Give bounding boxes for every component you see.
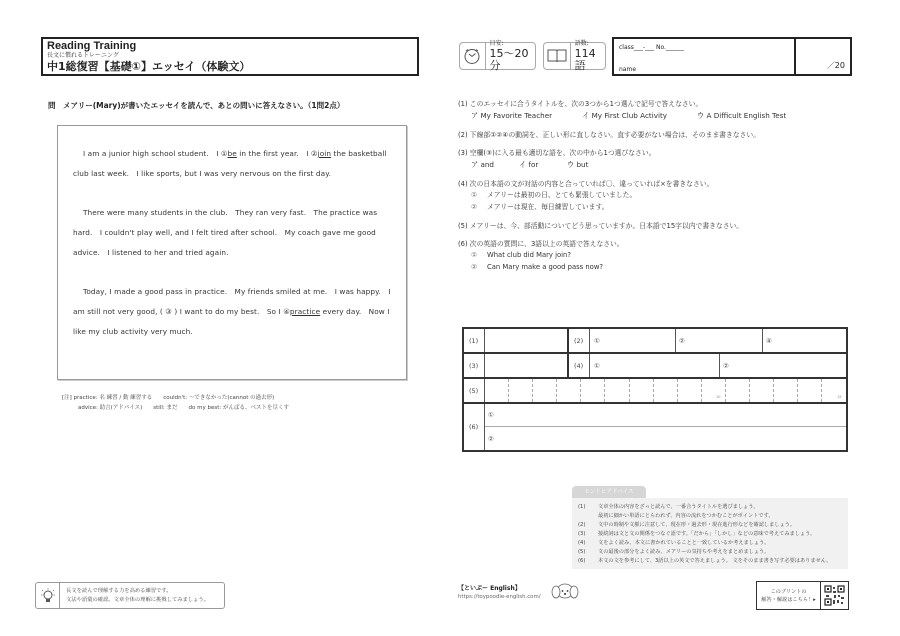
question-instruction: 問 メアリー(Mary)が書いたエッセイを読んで、あとの問いに答えなさい。（1問2点） — [48, 101, 345, 110]
question-text: (4) 次の日本語の文が対話の内容と合っていれば〇、違っていれば×を書きなさい。 — [458, 180, 714, 188]
question-text: (5) メアリーは、今、部活動についてどう思っていますか。日本語で15字以内で書きなさい。 — [458, 222, 744, 230]
time-label: 目安: — [489, 40, 504, 47]
hint-item: 最初に細かい単語にとらわれず、内容の流れをつかむことがポイントです。 — [598, 513, 774, 519]
brand-url[interactable]: https://toypoodle-english.com/ — [458, 594, 541, 600]
answer-row-2 — [464, 354, 846, 379]
mark-4: ④ — [766, 336, 772, 345]
words-value: 114語 — [574, 47, 596, 72]
answer-row-3 — [464, 379, 846, 404]
book-icon — [544, 43, 571, 69]
mark-1: ① — [594, 336, 600, 345]
marker-2: ② — [310, 149, 318, 158]
mark-2: ② — [723, 361, 729, 370]
word-count-chip — [543, 42, 606, 70]
text: Today, I made a good pass in practice. My friends smiled at me. I was happy. I am still not very good, ( ③ ) I want to do my best. So I — [73, 287, 391, 316]
label-q5: (5) — [469, 386, 479, 395]
label-q6: (6) — [469, 423, 479, 431]
score-total: ／20 — [826, 61, 845, 70]
answer-row-1 — [464, 329, 846, 354]
student-info-box — [612, 37, 852, 76]
mark-1: ① — [488, 411, 494, 419]
hints-box — [572, 498, 848, 569]
hints-tab: ヒントとアドバイス — [572, 486, 646, 498]
question-6 — [458, 239, 853, 273]
label-q3: (3) — [469, 361, 479, 370]
option-a: ア My Favorite Teacher — [471, 111, 553, 120]
marker-4: ④ — [283, 307, 290, 316]
name-label: name — [619, 66, 637, 73]
question-text: (1) このエッセイに合うタイトルを、次の3つから1つ選んで記号で答えなさい。 — [458, 100, 703, 108]
mark-1: ① — [594, 361, 600, 370]
class-number-label: class___-___ No.______ — [619, 44, 684, 51]
hint-item: (5) 文の最後の部分をよく読み、メアリーの気持ちや考えをまとめましょう。 — [578, 549, 770, 555]
option-a: ア and — [471, 160, 494, 169]
question-2 — [458, 130, 853, 140]
label-q1: (1) — [469, 336, 479, 345]
time-estimate-chip — [459, 42, 536, 70]
answer-field-q5-grid[interactable] — [485, 379, 846, 402]
note-line-2: advice: 助言(アドバイス) still: まだ do my best: がんばる、ベストを尽くす — [78, 405, 289, 411]
vocabulary-notes — [62, 393, 289, 413]
questions-list — [458, 99, 853, 281]
hint-item: (3) 接続詞は文と文の関係をつなぐ語です。「だから」「しかし」などの意味で考えてみましょう。 — [578, 531, 816, 537]
text: in the first year. I — [236, 149, 311, 158]
mark-2: ② — [488, 434, 494, 443]
underlined-verb-4: practice — [289, 307, 321, 316]
option-u: ウ but — [567, 160, 589, 169]
sub-number: ② — [471, 203, 478, 211]
answer-field-q2-2[interactable] — [676, 329, 762, 352]
paragraph-3 — [73, 282, 392, 342]
text: every day. Now I like my club activity very much. — [73, 307, 390, 336]
paragraph-1 — [73, 144, 392, 184]
clock-icon — [460, 43, 486, 69]
answer-field-q3[interactable] — [485, 354, 567, 377]
hint-item: (2) 文中の時制や文脈に注意して、現在形・過去形・現在進行形などを確認しましょう。 — [578, 522, 796, 528]
question-1 — [458, 99, 853, 122]
label-q2: (2) — [574, 336, 584, 345]
answer-field-q2-1[interactable] — [591, 329, 675, 352]
option-u: ウ A Difficult English Test — [697, 111, 787, 120]
option-i: イ My First Club Activity — [582, 111, 668, 120]
tip-line-1: 長文を読んで理解する力を高める練習です。 — [66, 588, 172, 594]
hint-item: (4) 文をよく読み、本文に書かれていることと一致しているか考えましょう。 — [578, 540, 770, 546]
tick-10: 10 — [716, 395, 721, 399]
answer-field-q4-2[interactable] — [720, 354, 846, 377]
essay-passage — [57, 125, 407, 380]
brand-block — [458, 585, 541, 601]
brand-name: 【といぷー English】 — [458, 585, 521, 592]
answer-field-q6-1[interactable] — [485, 404, 846, 427]
text: I am a junior high school student. I — [83, 149, 221, 158]
sub-text: メアリーは現在、毎日練習しています。 — [487, 203, 609, 211]
label-q4: (4) — [574, 361, 584, 370]
tip-box — [35, 582, 225, 609]
main-title: 中1総復習【基礎①】エッセイ（体験文） — [47, 60, 251, 73]
worksheet-title-box — [41, 37, 419, 76]
note-line-1: [注] practice: 名 練習 / 動 練習する couldn't: ～できなかった(cannot の過去形) — [62, 395, 275, 401]
answer-sheet — [462, 327, 848, 452]
answer-link-box[interactable] — [756, 581, 849, 610]
hint-item: (6) 本文の文を参考にして、3語以上の英文で答えましょう。 文をそのまま書き写す必要はありません。 — [578, 558, 832, 564]
answer-link-line-2[interactable]: 解答・解説はこちら！▸ — [761, 597, 816, 603]
sub-number: ② — [471, 263, 478, 271]
sub-number: ① — [471, 251, 478, 259]
sub-text: Can Mary make a good pass now? — [487, 263, 603, 271]
marker-1: ① — [220, 149, 228, 158]
paragraph-2: There were many students in the club. They ran very fast. The practice was hard. I couldn't play well, and I felt tired after school. My coach gave me good advice. I listened to her and tried again. — [73, 208, 378, 257]
mark-2: ② — [679, 336, 685, 345]
question-text: (3) 空欄(③)に入る最も適切な語を、次の中から1つ選びなさい。 — [458, 149, 656, 157]
subtitle-japanese: 長文に慣れるトレーニング — [47, 52, 119, 59]
answer-field-q4-1[interactable] — [591, 354, 719, 377]
class-name-field[interactable] — [614, 39, 796, 74]
answer-field-q6-2[interactable] — [485, 427, 846, 450]
tip-line-2: 文法や語彙の確認、文章全体の理解に挑戦してみましょう。 — [66, 597, 210, 603]
score-field[interactable] — [796, 39, 850, 74]
words-label: 語数: — [574, 40, 589, 47]
question-5 — [458, 221, 853, 231]
hint-item: (1) 文章全体の内容をざっと読んで、一番合うタイトルを選びましょう。 — [578, 504, 759, 510]
answer-field-q1[interactable] — [485, 329, 567, 352]
text: the basketball club last week. I like sports, but I was very nervous on the first day. — [73, 149, 387, 178]
tick-15: 15 — [837, 395, 842, 399]
sub-text: What club did Mary join? — [487, 251, 571, 259]
question-3 — [458, 148, 853, 171]
question-4 — [458, 179, 853, 213]
sub-number: ① — [471, 191, 478, 199]
answer-link-line-1: このプリントの — [770, 589, 807, 595]
time-value: 15～20分 — [489, 47, 529, 72]
title-english: Reading Training — [47, 40, 137, 52]
underlined-verb-1: be — [227, 149, 237, 158]
qr-code-icon[interactable] — [821, 582, 848, 609]
lightbulb-icon — [36, 583, 60, 608]
option-i: イ for — [519, 160, 539, 169]
answer-row-4 — [464, 404, 846, 450]
question-text: (2) 下線部①②④の動詞を、正しい形に直しなさい。直す必要がない場合は、そのまま書きなさい。 — [458, 131, 760, 139]
underlined-verb-2: join — [317, 149, 332, 158]
sub-text: メアリーは最初の日、とても緊張していました。 — [487, 191, 637, 199]
answer-field-q2-4[interactable] — [763, 329, 847, 352]
question-text: (6) 次の英語の質問に、3語以上の英語で答えなさい。 — [458, 240, 624, 248]
poodle-mascot-icon — [550, 580, 580, 606]
